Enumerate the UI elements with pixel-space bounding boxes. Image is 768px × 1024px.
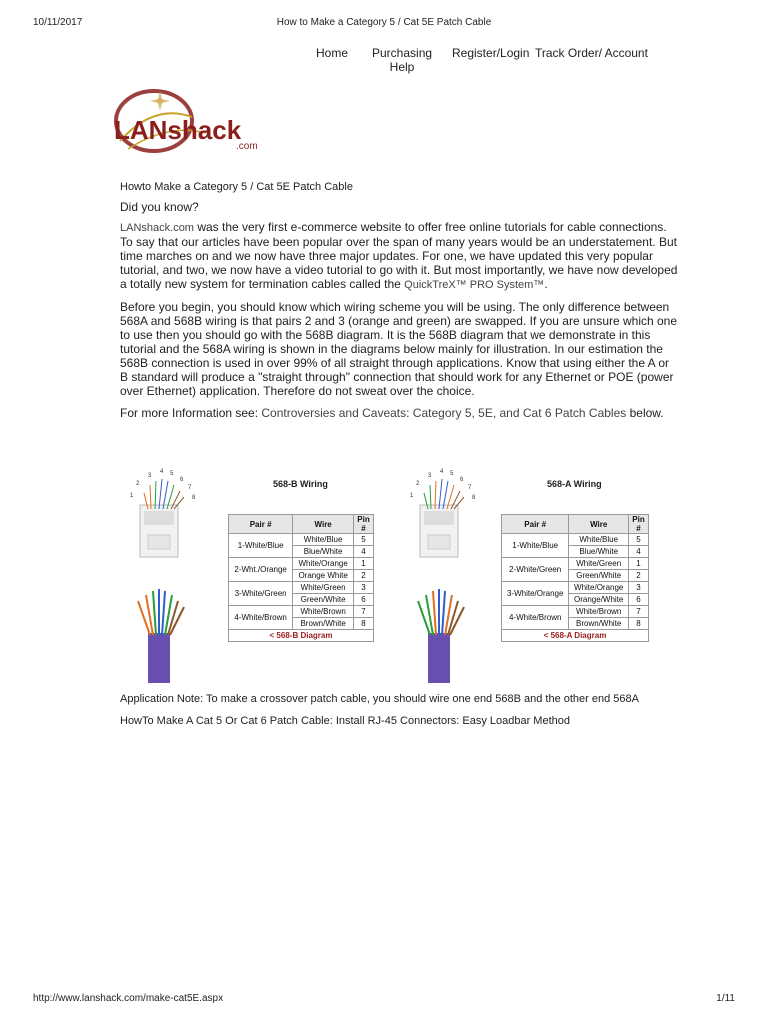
page-url: http://www.lanshack.com/make-cat5E.aspx (33, 993, 224, 1004)
cable-568b-wires (138, 589, 184, 683)
intro-paragraph: LANshack.com was the very first e-commerce website to offer free online tutorials for cable connections. To say that our articles have been popular over the span of many years would be an understatement. But time marches on and we now have three major updates. For one, we have updated this very popular tutorial, and two, we now have a video tutorial to go with it. But most importantly, we have now developed a totally new system for termination cables called the QuickTreX™ PRO System™. (120, 220, 678, 291)
nav-track-order-link[interactable]: Track Order/ Account (535, 46, 648, 60)
svg-text:2: 2 (136, 481, 140, 487)
table-row: 2-Wht./Orange White/Orange 1 (229, 558, 374, 570)
svg-text:6: 6 (460, 477, 464, 483)
table-row: Orange White 2 (229, 570, 374, 582)
article-heading: Howto Make a Category 5 / Cat 5E Patch Cable (120, 181, 353, 193)
application-note: Application Note: To make a crossover patch cable, you should wire one end 568B and the other end 568A (120, 693, 639, 705)
quicktrex-link[interactable]: QuickTreX™ PRO System™ (404, 279, 545, 291)
howto-loadbar-link[interactable]: HowTo Make A Cat 5 Or Cat 6 Patch Cable: Install RJ-45 Connectors: Easy Loadbar Method (120, 715, 571, 727)
nav-home-link[interactable]: Home (316, 46, 349, 60)
print-title: How to Make a Category 5 / Cat 5E Patch Cable (276, 17, 492, 28)
logo-subtext: .com (236, 141, 258, 152)
svg-text:7: 7 (468, 485, 472, 491)
more-info-paragraph: For more Information see: Controversies and Caveats: Category 5, 5E, and Cat 6 Patch Cables below. (120, 406, 664, 420)
table-row: 1-White/Blue White/Blue 5 (229, 534, 374, 546)
wiring-diagrams (120, 463, 660, 683)
controversies-link[interactable]: Controversies and Caveats: Category 5, 5E, and Cat 6 Patch Cables (261, 406, 627, 420)
svg-text:3: 3 (148, 473, 152, 479)
table-header-row: Pair # Wire Pin # (502, 515, 649, 534)
table-header-row: Pair # Wire Pin # (229, 515, 374, 534)
svg-text:4: 4 (160, 469, 164, 475)
nav-register-login-link[interactable]: Register/Login (452, 46, 530, 60)
connector-568a-plug (420, 479, 464, 557)
pin-labels-568b (130, 469, 196, 501)
table-row: Green/White 2 (502, 570, 649, 582)
logo-text: LANshack (114, 115, 242, 145)
svg-text:1: 1 (130, 493, 134, 499)
table-row: Brown/White 8 (502, 618, 649, 630)
table-row: Orange/White 6 (502, 594, 649, 606)
wiring-568b-title: 568-B Wiring (273, 479, 328, 489)
lanshack-logo[interactable] (108, 83, 278, 168)
table-row: Green/White 6 (229, 594, 374, 606)
connector-568b-plug (140, 479, 184, 557)
table-row: 3-White/Orange White/Orange 3 (502, 582, 649, 594)
pin-labels-568a (410, 469, 476, 501)
logo-graphic (108, 83, 278, 168)
svg-text:3: 3 (428, 473, 432, 479)
table-row: 3-White/Green White/Green 3 (229, 582, 374, 594)
cable-568a-wires (418, 589, 464, 683)
svg-text:7: 7 (188, 485, 192, 491)
diagram-568b-link[interactable]: < 568-B Diagram (229, 630, 374, 642)
svg-text:8: 8 (472, 495, 476, 501)
table-row: 4-White/Brown White/Brown 7 (502, 606, 649, 618)
wiring-scheme-paragraph: Before you begin, you should know which wiring scheme you will be using. The only difference between 568A and 568B wiring is that pairs 2 and 3 (orange and green) are swapped. If you are unsure which one to use then you should go with the 568B diagram. It is the 568B diagram that we demonstrate in this tutorial and the 568A wiring is shown in the diagrams below mainly for illustration. In our estimation the 568B connection is used in over 99% of all straight through applications. Know that using either the A or B standard will produce a "straight through" connection that should work for any Ethernet or POE (power over Ethernet) application. Therefore do not sweat over the choice. (120, 300, 678, 398)
connector-568a-illustration (400, 463, 480, 683)
table-row: 4-White/Brown White/Brown 7 (229, 606, 374, 618)
table-568b (228, 514, 374, 642)
diagram-568a-link[interactable]: < 568-A Diagram (502, 630, 649, 642)
did-you-know: Did you know? (120, 200, 199, 214)
page-number: 1/11 (716, 993, 735, 1004)
article-content (120, 180, 680, 428)
table-row: 2-White/Green White/Green 1 (502, 558, 649, 570)
lanshack-link[interactable]: LANshack.com (120, 222, 194, 234)
table-row: 1-White/Blue White/Blue 5 (502, 534, 649, 546)
svg-text:5: 5 (170, 471, 174, 477)
svg-text:6: 6 (180, 477, 184, 483)
wiring-568a-title: 568-A Wiring (547, 479, 602, 489)
svg-text:2: 2 (416, 481, 420, 487)
table-row: Blue/White 4 (229, 546, 374, 558)
table-row: Brown/White 8 (229, 618, 374, 630)
connector-568b-illustration (120, 463, 200, 683)
table-row: Blue/White 4 (502, 546, 649, 558)
svg-text:4: 4 (440, 469, 444, 475)
nav-purchasing-help-link[interactable]: Purchasing Help (372, 46, 433, 74)
table-568a (501, 514, 649, 642)
svg-text:5: 5 (450, 471, 454, 477)
svg-text:1: 1 (410, 493, 414, 499)
print-date: 10/11/2017 (33, 17, 83, 28)
svg-text:8: 8 (192, 495, 196, 501)
